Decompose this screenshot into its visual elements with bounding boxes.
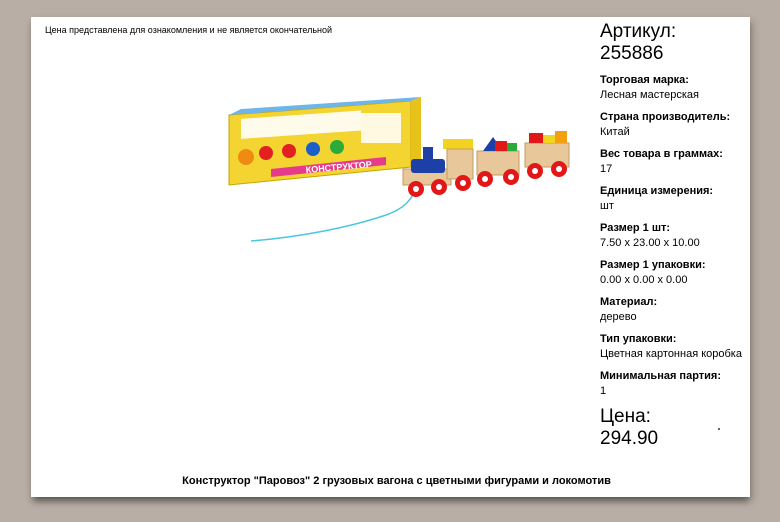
toy-train-illustration <box>211 87 611 257</box>
property-value: 0.00 x 0.00 x 0.00 <box>600 274 688 286</box>
product-image <box>211 87 611 257</box>
property-label: Материал: <box>600 296 658 308</box>
property-min-order <box>600 369 750 398</box>
pull-string <box>251 189 416 241</box>
product-caption: Конструктор "Паровоз" 2 грузовых вагона с цветными фигурами и локомотив <box>182 475 611 487</box>
property-value: 7.50 x 23.00 x 10.00 <box>600 237 700 249</box>
property-value: Китай <box>600 126 630 138</box>
article-label: Артикул: <box>600 21 677 42</box>
price-block <box>600 406 750 450</box>
property-value: шт <box>600 200 614 212</box>
article-block <box>600 21 750 65</box>
property-value: Лесная мастерская <box>600 89 699 101</box>
article-number: 255886 <box>600 43 664 64</box>
property-package-type <box>600 332 750 361</box>
stray-dot <box>718 428 720 430</box>
wagon-1 <box>477 137 519 187</box>
property-label: Единица измерения: <box>600 185 714 197</box>
property-label: Размер 1 шт: <box>600 222 671 234</box>
property-label: Тип упаковки: <box>600 333 677 345</box>
toy-box <box>229 97 421 185</box>
box-title: КОНСТРУКТОР <box>305 159 373 175</box>
property-package-size <box>600 258 750 287</box>
property-label: Вес товара в граммах: <box>600 148 723 160</box>
property-value: 17 <box>600 163 613 175</box>
price-value: 294.90 <box>600 428 659 449</box>
property-country <box>600 110 750 139</box>
property-label: Размер 1 упаковки: <box>600 259 706 271</box>
property-value: 1 <box>600 385 607 397</box>
property-material <box>600 295 750 324</box>
property-label: Минимальная партия: <box>600 370 721 382</box>
property-item-size <box>600 221 750 250</box>
property-weight <box>600 147 750 176</box>
price-label: Цена: <box>600 406 651 427</box>
property-value: дерево <box>600 311 637 323</box>
property-brand <box>600 73 750 102</box>
product-details <box>600 21 750 450</box>
property-label: Страна производитель: <box>600 111 731 123</box>
product-sheet <box>31 17 750 497</box>
price-notice: Цена представлена для ознакомления и не является окончательной <box>45 25 333 35</box>
wagon-2 <box>525 131 569 179</box>
property-value: Цветная картонная коробка <box>600 348 742 360</box>
property-unit <box>600 184 750 213</box>
property-label: Торговая марка: <box>600 74 689 86</box>
